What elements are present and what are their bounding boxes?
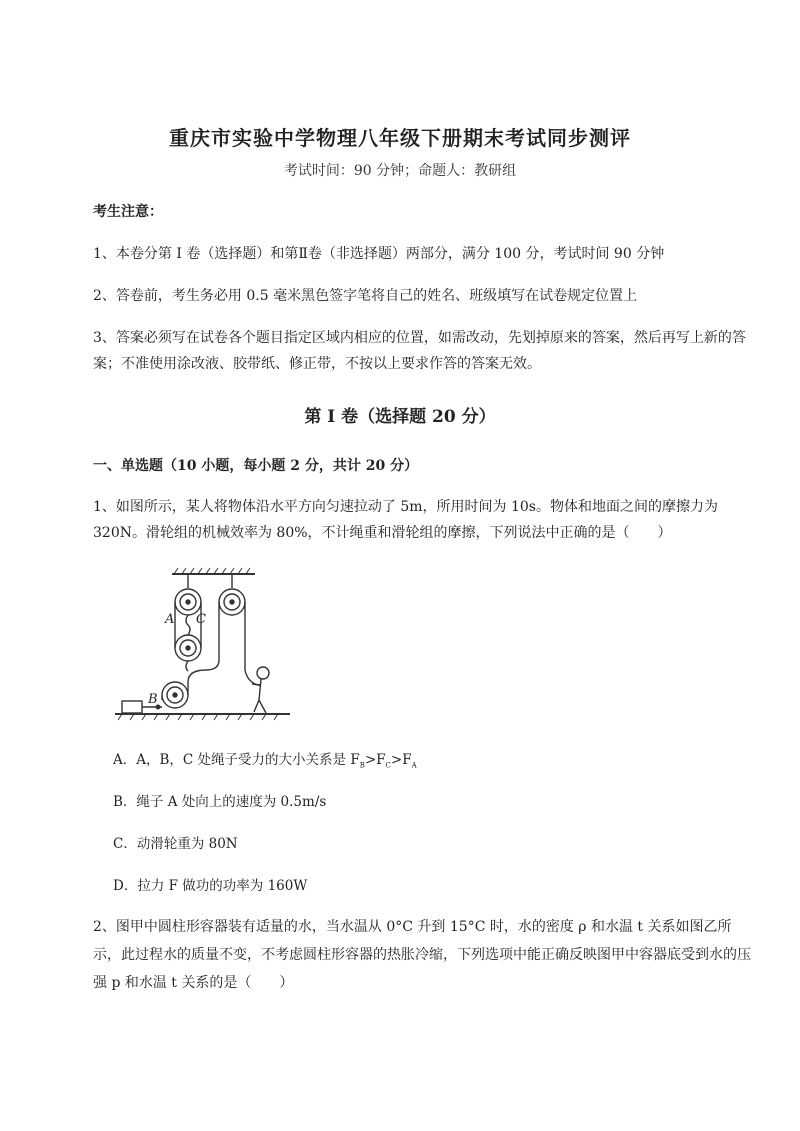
question-1-stem: 1、如图所示，某人将物体沿水平方向匀速拉动了 5m，所用时间为 10s。物体和地面之间的摩擦力为 320N。滑轮组的机械效率为 80%，不计绳重和滑轮组的摩擦，下列说法中正确的是（ ） (93, 499, 718, 541)
question-1-option-d[interactable]: D．拉力 F 做功的功率为 160W (113, 878, 308, 894)
question-1-option-a[interactable]: A．A，B，C 处绳子受力的大小关系是 $F_B>F_C>F_A$ (113, 752, 417, 770)
figure-label-c: C (196, 612, 206, 627)
notice-item-1: 1、本卷分第 I 卷（选择题）和第Ⅱ卷（非选择题）两部分，满分 100 分，考试时间 90 分钟 (93, 246, 665, 262)
figure-label-b: B (148, 692, 158, 707)
notice-item-2: 2、答卷前，考生务必用 0.5 毫米黑色签字笔将自己的姓名、班级填写在试卷规定位置上 (93, 288, 638, 304)
page-subtitle: 考试时间：90 分钟；命题人：教研组 (283, 163, 517, 179)
pulley-system-figure (110, 560, 320, 725)
page-title: 重庆市实验中学物理八年级下册期末考试同步测评 (169, 126, 631, 150)
question-1-option-c[interactable]: C．动滑轮重为 80N (113, 836, 238, 852)
notice-heading: 考生注意： (93, 204, 163, 220)
section-title: 第 I 卷（选择题 20 分） (304, 407, 496, 427)
question-1-option-b[interactable]: B．绳子 A 处向上的速度为 0.5m/s (113, 794, 327, 810)
notice-item-3: 3、答案必须写在试卷各个题目指定区域内相应的位置，如需改动，先划掉原来的答案，然后再写上新的答案；不准使用涂改液、胶带纸、修正带，不按以上要求作答的答案无效。 (93, 330, 746, 372)
figure-label-a: A (165, 612, 175, 627)
part-heading: 一、单选题（10 小题，每小题 2 分，共计 20 分） (93, 458, 419, 474)
question-2-stem: 2、图甲中圆柱形容器装有适量的水，当水温从 0°C 升到 15°C 时，水的密度 ρ 和水温 t 关系如图乙所示，此过程水的质量不变，不考虑圆柱形容器的热胀冷缩，下列选项中能正确反映图甲中容器底受到水的压强 p 和水温 t 关系的是（ ） (93, 919, 751, 991)
